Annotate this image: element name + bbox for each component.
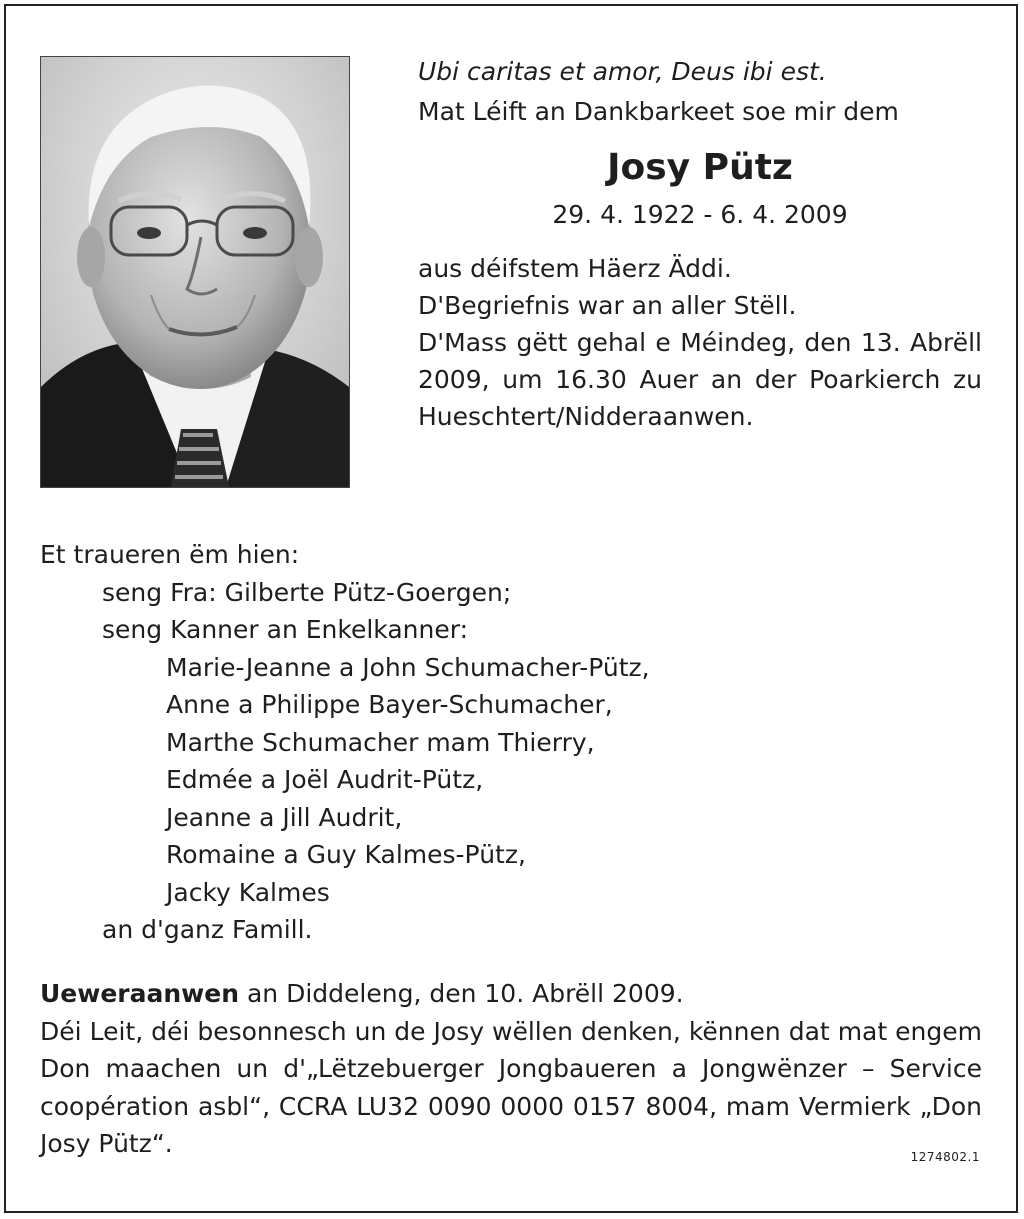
mass-info: D'Mass gëtt gehal e Méindeg, den 13. Abrëll 2009, um 16.30 Auer an der Poarkierch zu Hueschtert/Nidderaanwen. xyxy=(418,328,982,431)
family-line: an d'ganz Famill. xyxy=(102,915,313,944)
list-item: Jacky Kalmes xyxy=(166,877,330,907)
place-date-line xyxy=(40,975,982,1013)
children-heading: seng Kanner an Enkelkanner: xyxy=(102,615,468,644)
list-item: Marthe Schumacher mam Thierry, xyxy=(166,727,595,757)
farewell-line: aus déifstem Häerz Äddi. xyxy=(418,254,732,283)
life-dates: 29. 4. 1922 - 6. 4. 2009 xyxy=(552,200,848,229)
header-block xyxy=(418,52,982,435)
portrait-photo xyxy=(40,56,350,488)
list-item: Edmée a Joël Audrit-Pütz, xyxy=(166,765,484,794)
mourners-heading: Et traueren ëm hien: xyxy=(40,540,300,569)
reference-number: 1274802.1 xyxy=(910,1150,980,1164)
motto: Ubi caritas et amor, Deus ibi est. xyxy=(418,57,827,86)
list-item: Romaine a Guy Kalmes-Pütz, xyxy=(166,840,526,869)
intro-line: Mat Léift an Dankbarkeet soe mir dem xyxy=(418,97,899,126)
closing-block xyxy=(40,975,982,1163)
list-item: Anne a Philippe Bayer-Schumacher, xyxy=(166,690,613,719)
place-date: an Diddeleng, den 10. Abrëll 2009. xyxy=(246,979,684,1008)
donation-text: Déi Leit, déi besonnesch un de Josy wëllen denken, kënnen dat mat engem Don maachen un d'„Lëtzebuerger Jongbaueren a Jongwënzer – Service coopération asbl“, CCRA LU32 0090 0000 0157 8004, mam Vermierk „Don Josy Pütz“. xyxy=(40,1016,982,1158)
list-item: Marie-Jeanne a John Schumacher-Pütz, xyxy=(166,652,650,682)
mourners-list xyxy=(40,536,980,949)
spouse-line: seng Fra: Gilberte Pütz-Goergen; xyxy=(102,577,512,607)
burial-line: D'Begriefnis war an aller Stëll. xyxy=(418,291,797,320)
deceased-name: Josy Pütz xyxy=(607,147,793,188)
place-name: Ueweraanwen xyxy=(40,979,240,1008)
list-item: Jeanne a Jill Audrit, xyxy=(166,802,403,832)
